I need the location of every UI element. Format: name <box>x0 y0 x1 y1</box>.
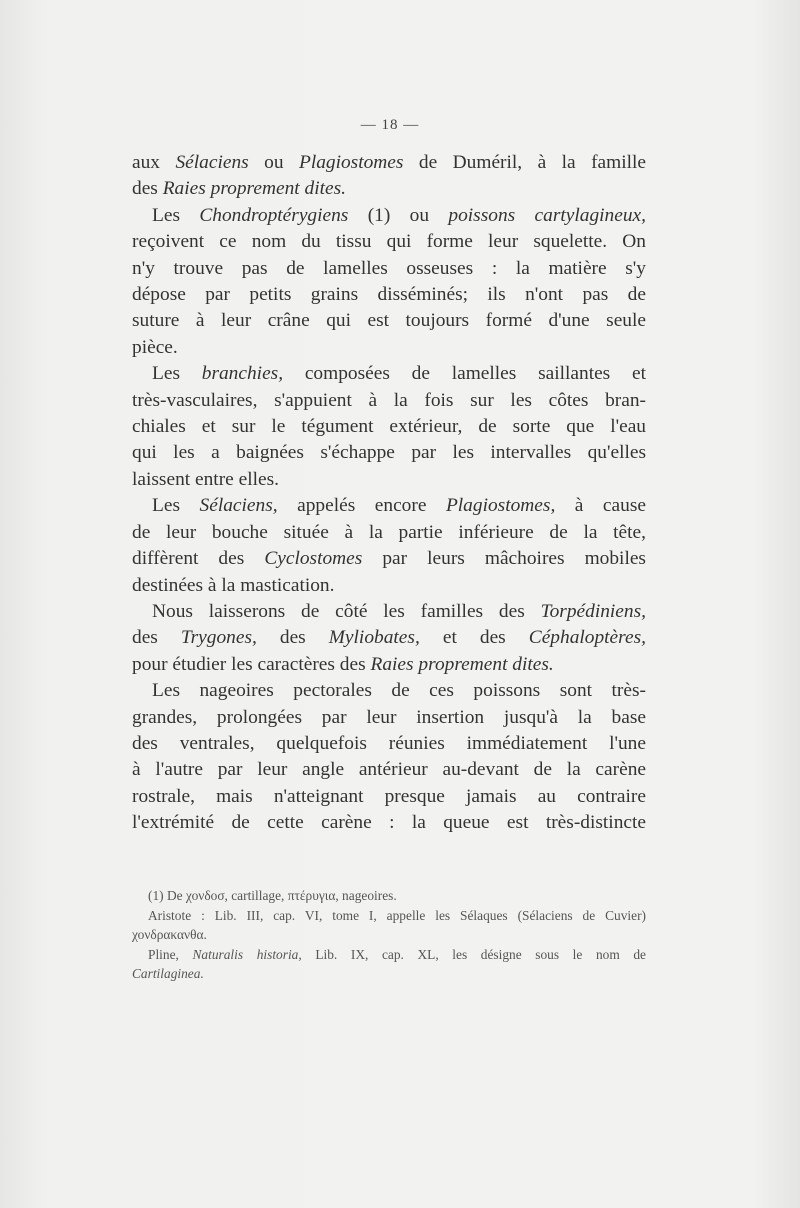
text-line <box>132 625 646 651</box>
footnote-line <box>132 964 646 984</box>
text-run: χονδρακανθα. <box>132 927 207 942</box>
text-line <box>132 705 646 731</box>
paragraph <box>132 203 646 361</box>
text-run: rostrale, mais n'atteignant presque jamais au contraire <box>132 785 646 807</box>
text-line <box>132 546 646 572</box>
paragraph <box>132 678 646 836</box>
italic-text: Trygones, <box>180 627 257 649</box>
text-run: très-vasculaires, s'appuient à la fois sur les côtes bran- <box>132 389 646 411</box>
italic-text: Naturalis historia, <box>192 946 302 962</box>
text-line <box>132 308 646 334</box>
text-run: de leur bouche située à la partie inférieure de la tête, <box>132 521 646 543</box>
text-line <box>132 203 646 229</box>
text-run: destinées à la mastication. <box>132 574 335 596</box>
text-line <box>132 361 646 387</box>
text-run: Pline, <box>148 946 193 962</box>
italic-text: Plagiostomes <box>298 152 404 173</box>
italic-text: Céphaloptères, <box>528 627 646 649</box>
text-run: des <box>132 627 181 649</box>
text-run: diffèrent des <box>132 548 265 570</box>
text-run: (1) ou <box>348 204 449 226</box>
text-run: Les nageoires pectorales de ces poissons sont très- <box>152 680 646 702</box>
italic-text: Sélaciens, <box>199 495 278 517</box>
text-run: Nous laisserons de côté les familles des <box>152 600 541 622</box>
italic-text: poissons cartylagineux, <box>448 204 646 226</box>
italic-text: Cartilaginea. <box>132 966 204 981</box>
text-line <box>132 757 646 783</box>
footnote-line <box>132 906 646 926</box>
text-run: pour étudier les caractères des <box>132 653 371 675</box>
footnotes <box>132 886 646 984</box>
text-run: pièce. <box>132 336 178 358</box>
text-line <box>132 784 646 810</box>
body-text <box>132 150 646 837</box>
text-line <box>132 229 646 255</box>
text-run: composées de lamelles saillantes et <box>283 363 646 385</box>
text-line <box>132 520 646 546</box>
text-line <box>132 599 646 625</box>
italic-text: Raies proprement dites. <box>162 178 346 200</box>
paragraph <box>132 599 646 678</box>
text-run: des <box>256 627 329 649</box>
text-run: des <box>132 178 163 200</box>
text-run: reçoivent ce nom du tissu qui forme leur squelette. On <box>132 231 646 253</box>
text-run: (1) De χονδοσ, cartillage, πτέρυγια, nageoires. <box>148 888 397 903</box>
footnote-line <box>132 886 646 906</box>
text-run: Les <box>152 363 202 385</box>
text-run: Aristote : Lib. III, cap. VI, tome I, appelle les Sélaques (Sélaciens de Cuvier) <box>148 907 646 923</box>
italic-text: Plagiostomes, <box>445 495 556 517</box>
italic-text: Raies proprement dites. <box>370 653 554 675</box>
text-run: Lib. IX, cap. XL, les désigne sous le nom de <box>301 946 646 962</box>
text-line <box>132 150 646 176</box>
text-run: l'extrémité de cette carène : la queue est très-distincte <box>132 812 646 834</box>
text-line <box>132 335 646 361</box>
text-line <box>132 493 646 519</box>
text-run: par leurs mâchoires mobiles <box>362 548 646 570</box>
text-run: de Duméril, à la famille <box>403 152 646 173</box>
page-number: — 18 — <box>360 117 420 133</box>
text-line <box>132 176 646 202</box>
paragraph <box>132 150 646 203</box>
italic-text: branchies, <box>201 363 284 385</box>
text-run: aux <box>132 152 176 173</box>
text-line <box>132 810 646 836</box>
text-line <box>132 678 646 704</box>
text-run: suture à leur crâne qui est toujours formé d'une seule <box>132 310 646 332</box>
text-run: et des <box>419 627 529 649</box>
text-line <box>132 388 646 414</box>
italic-text: Torpédiniens, <box>540 600 646 622</box>
paragraph <box>132 361 646 493</box>
text-run: à cause <box>555 495 646 517</box>
text-run: appelés encore <box>277 495 446 517</box>
text-line <box>132 256 646 282</box>
italic-text: Myliobates, <box>328 627 420 649</box>
text-run: grandes, prolongées par leur insertion jusqu'à la base <box>132 706 646 728</box>
text-line <box>132 731 646 757</box>
text-run: qui les a baignées s'échappe par les intervalles qu'elles <box>132 442 646 464</box>
text-run: ou <box>248 152 299 173</box>
text-run: n'y trouve pas de lamelles osseuses : la matière s'y <box>132 257 646 279</box>
text-line <box>132 282 646 308</box>
text-run: à l'autre par leur angle antérieur au-devant de la carène <box>132 759 646 781</box>
text-line <box>132 652 646 678</box>
text-run: des ventrales, quelquefois réunies immédiatement l'une <box>132 732 646 754</box>
text-run: dépose par petits grains disséminés; ils n'ont pas de <box>132 284 646 306</box>
text-run: Les <box>152 495 200 517</box>
footnote-line <box>132 925 646 945</box>
text-line <box>132 573 646 599</box>
italic-text: Chondroptérygiens <box>199 204 349 226</box>
text-line <box>132 440 646 466</box>
text-line <box>132 467 646 493</box>
text-run: laissent entre elles. <box>132 468 279 490</box>
footnote-line <box>132 945 646 965</box>
paragraph <box>132 493 646 599</box>
text-run: chiales et sur le tégument extérieur, de sorte que l'eau <box>132 416 646 438</box>
text-run: Les <box>152 204 200 226</box>
italic-text: Cyclostomes <box>264 548 363 570</box>
text-line <box>132 414 646 440</box>
italic-text: Sélaciens <box>175 152 249 173</box>
